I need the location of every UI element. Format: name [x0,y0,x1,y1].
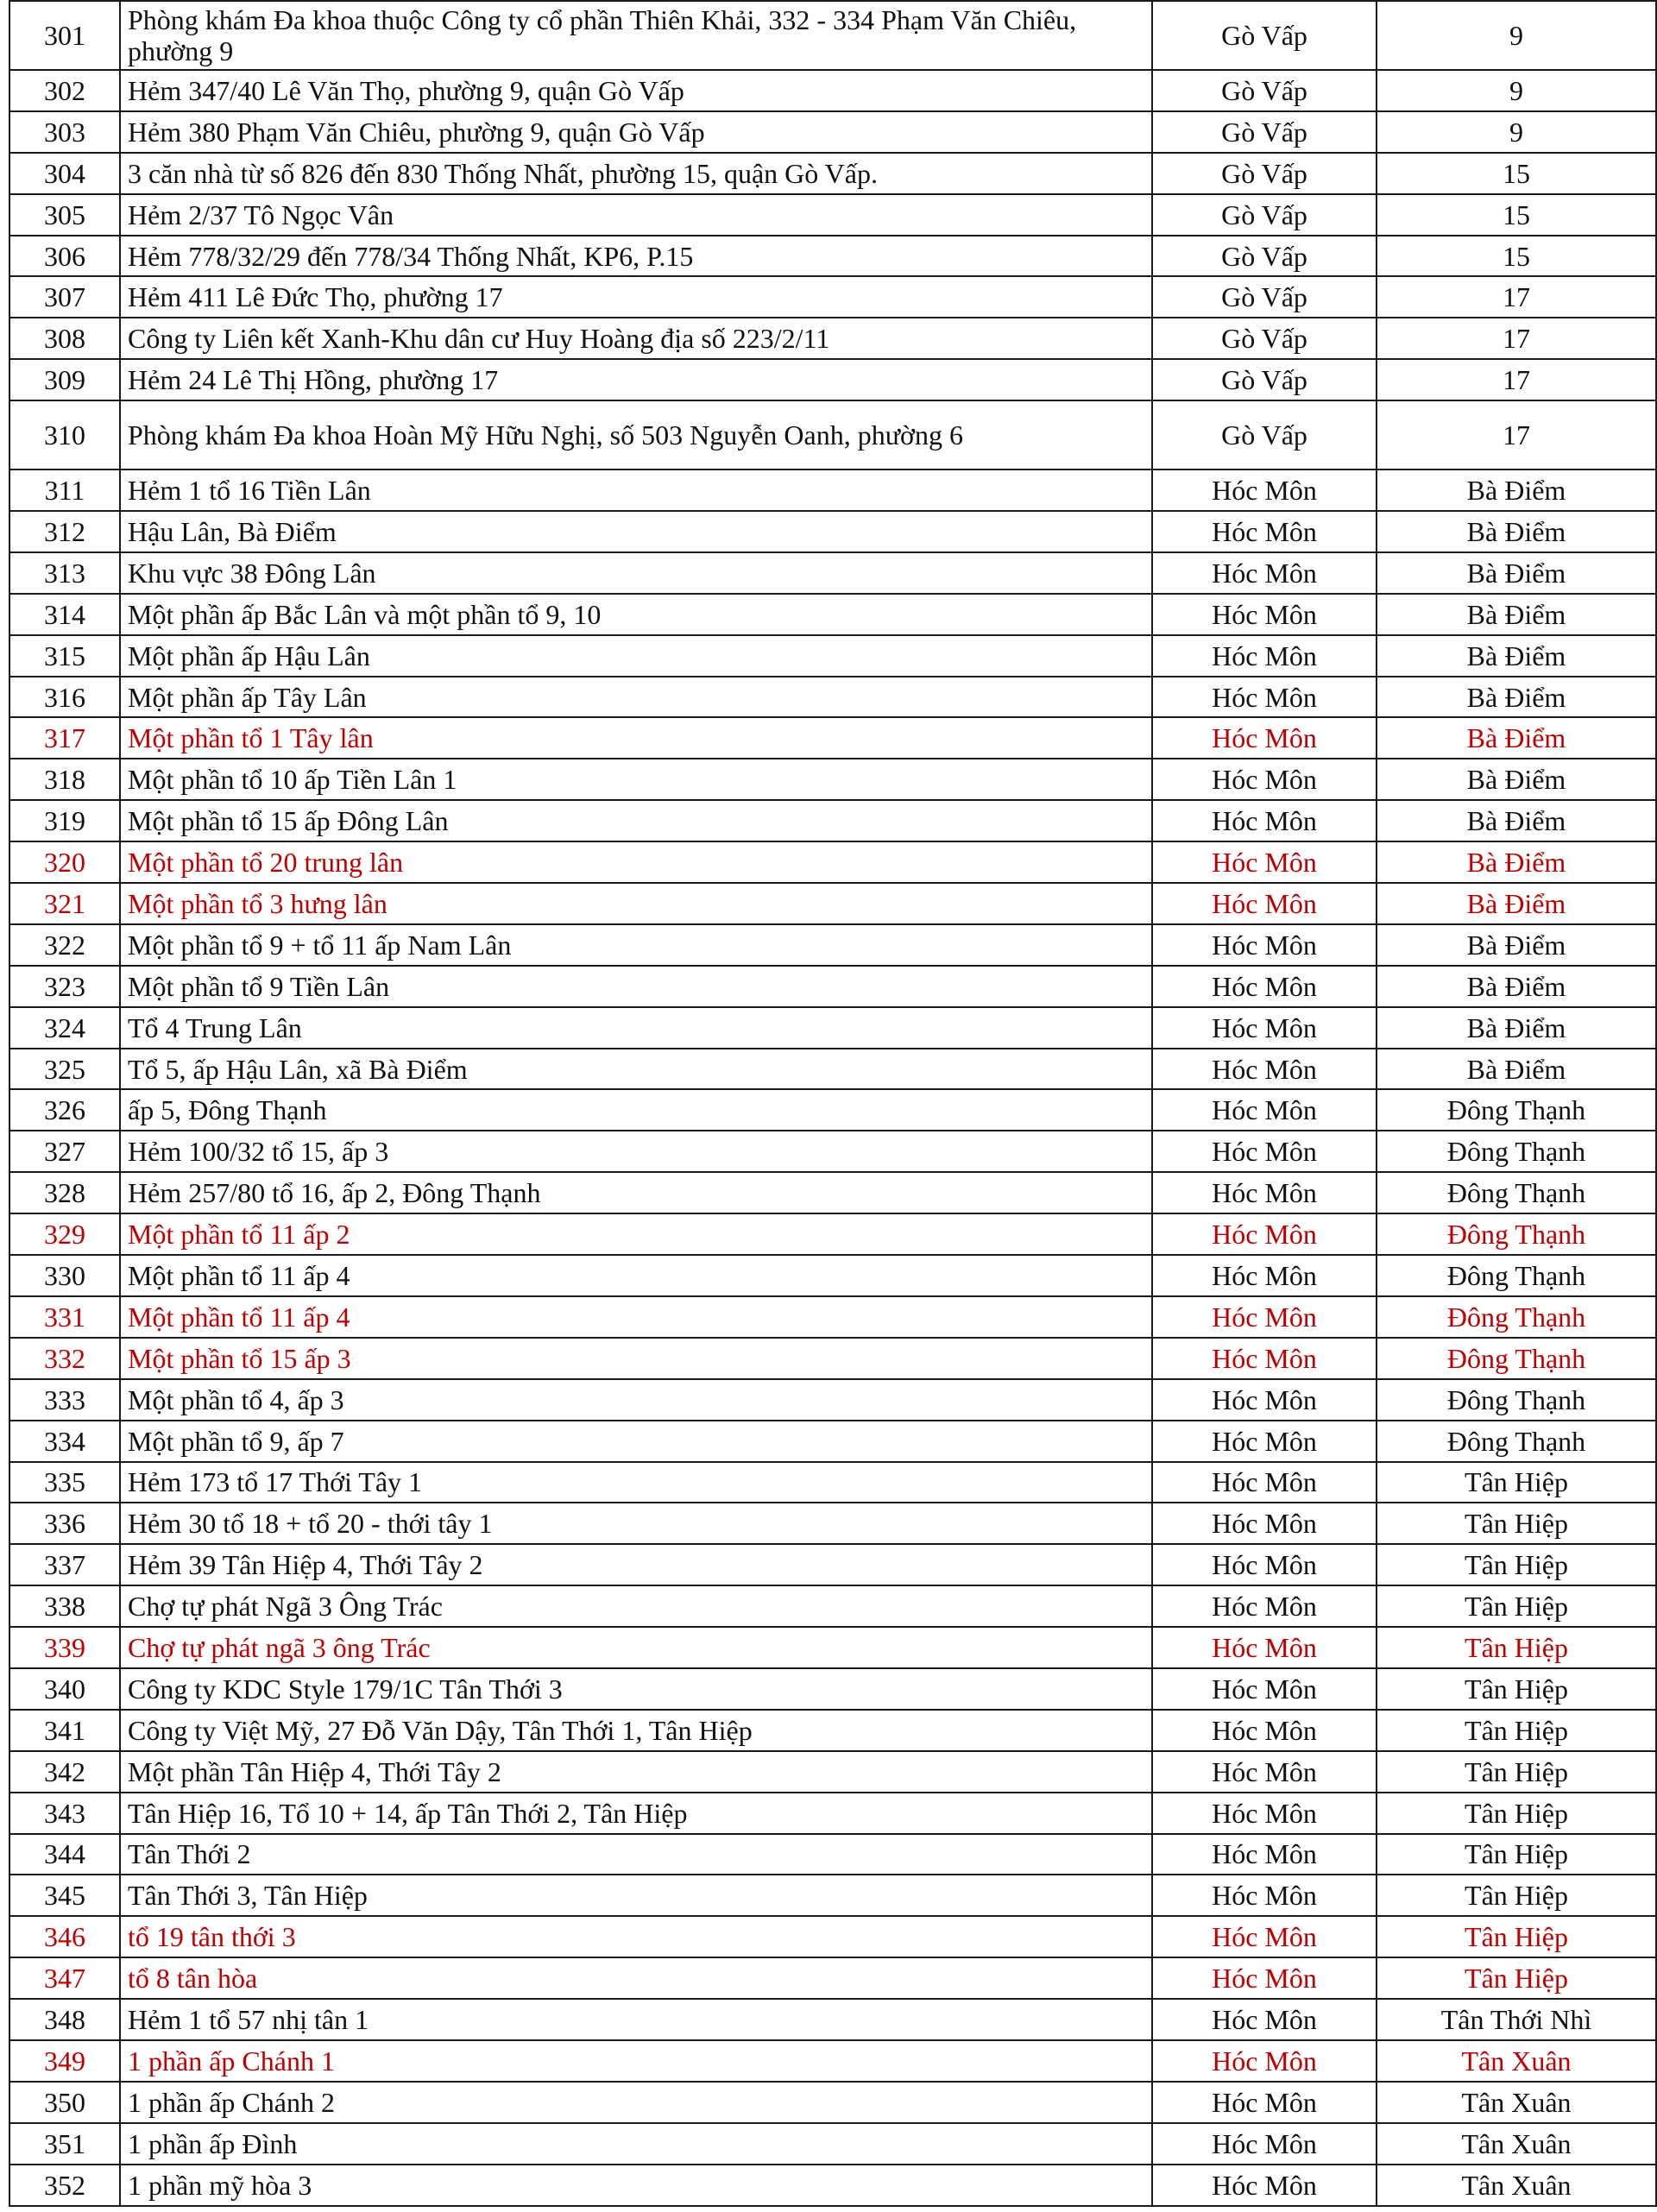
row-number: 325 [9,1049,120,1090]
address-cell: Hẻm 1 tổ 57 nhị tân 1 [120,1999,1152,2040]
ward-cell: 17 [1377,318,1656,359]
table-row [9,2123,1656,2165]
table-row [9,1585,1656,1627]
table-row [9,1793,1656,1834]
ward-cell: Đông Thạnh [1377,1296,1656,1338]
address-cell: Tân Hiệp 16, Tổ 10 + 14, ấp Tân Thới 2, Tân Hiệp [120,1793,1152,1834]
row-number: 306 [9,236,120,277]
ward-cell: Tân Hiệp [1377,1668,1656,1710]
district-cell: Hóc Môn [1152,1338,1377,1379]
table-row [9,1379,1656,1421]
row-number: 348 [9,1999,120,2040]
ward-cell: Bà Điểm [1377,966,1656,1007]
district-cell: Gò Vấp [1152,70,1377,111]
district-cell: Hóc Môn [1152,1585,1377,1627]
district-cell: Hóc Môn [1152,677,1377,718]
row-number: 349 [9,2040,120,2082]
table-row [9,469,1656,511]
ward-cell: Bà Điểm [1377,1007,1656,1049]
address-cell: Hẻm 30 tổ 18 + tổ 20 - thới tây 1 [120,1503,1152,1544]
address-cell: Khu vực 38 Đông Lân [120,552,1152,594]
row-number: 332 [9,1338,120,1379]
address-cell: Một phần tổ 3 hưng lân [120,883,1152,924]
district-cell: Hóc Môn [1152,1089,1377,1131]
address-cell: Hẻm 2/37 Tô Ngọc Vân [120,194,1152,236]
district-cell: Hóc Môn [1152,552,1377,594]
ward-cell: 17 [1377,400,1656,469]
row-number: 301 [9,1,120,70]
district-cell: Hóc Môn [1152,924,1377,966]
district-cell: Hóc Môn [1152,800,1377,841]
address-cell: 3 căn nhà từ số 826 đến 830 Thống Nhất, phường 15, quận Gò Vấp. [120,153,1152,194]
table-row [9,511,1656,552]
district-cell: Hóc Môn [1152,511,1377,552]
address-cell: Một phần ấp Bắc Lân và một phần tổ 9, 10 [120,594,1152,635]
district-cell: Hóc Môn [1152,1172,1377,1213]
district-cell: Hóc Môn [1152,2082,1377,2123]
district-cell: Hóc Môn [1152,1627,1377,1668]
district-cell: Hóc Môn [1152,1751,1377,1793]
ward-cell: 9 [1377,111,1656,153]
address-cell: Hẻm 100/32 tổ 15, ấp 3 [120,1131,1152,1172]
ward-cell: Đông Thạnh [1377,1255,1656,1296]
district-cell: Hóc Môn [1152,1255,1377,1296]
table-row [9,236,1656,277]
ward-cell: Đông Thạnh [1377,1172,1656,1213]
table-row [9,1049,1656,1090]
district-cell: Hóc Môn [1152,635,1377,677]
address-cell: Một phần Tân Hiệp 4, Thới Tây 2 [120,1751,1152,1793]
address-cell: Công ty Liên kết Xanh-Khu dân cư Huy Hoàng địa số 223/2/11 [120,318,1152,359]
address-cell: Hẻm 380 Phạm Văn Chiêu, phường 9, quận Gò Vấp [120,111,1152,153]
table-row [9,2165,1656,2206]
district-cell: Hóc Môn [1152,1131,1377,1172]
district-cell: Hóc Môn [1152,841,1377,883]
row-number: 331 [9,1296,120,1338]
ward-cell: Đông Thạnh [1377,1379,1656,1421]
address-cell: Hậu Lân, Bà Điểm [120,511,1152,552]
ward-cell: Tân Hiệp [1377,1751,1656,1793]
address-cell: Một phần tổ 15 ấp Đông Lân [120,800,1152,841]
district-cell: Hóc Môn [1152,966,1377,1007]
row-number: 310 [9,400,120,469]
row-number: 302 [9,70,120,111]
table-row [9,1172,1656,1213]
row-number: 352 [9,2165,120,2206]
ward-cell: Bà Điểm [1377,594,1656,635]
row-number: 344 [9,1834,120,1875]
table-row [9,1999,1656,2040]
table-row [9,924,1656,966]
row-number: 308 [9,318,120,359]
table-row [9,594,1656,635]
address-cell: 1 phần ấp Chánh 1 [120,2040,1152,2082]
ward-cell: Tân Hiệp [1377,1834,1656,1875]
table-row [9,2082,1656,2123]
row-number: 313 [9,552,120,594]
district-cell: Hóc Môn [1152,1213,1377,1255]
ward-cell: Bà Điểm [1377,469,1656,511]
district-cell: Gò Vấp [1152,194,1377,236]
row-number: 343 [9,1793,120,1834]
ward-cell: Tân Hiệp [1377,1503,1656,1544]
table-row [9,1255,1656,1296]
row-number: 338 [9,1585,120,1627]
ward-cell: Tân Hiệp [1377,1627,1656,1668]
district-cell: Hóc Môn [1152,1544,1377,1585]
district-cell: Hóc Môn [1152,1379,1377,1421]
table-row [9,1462,1656,1503]
row-number: 324 [9,1007,120,1049]
ward-cell: Tân Hiệp [1377,1544,1656,1585]
table-row [9,1544,1656,1585]
table-row [9,194,1656,236]
ward-cell: Tân Xuân [1377,2165,1656,2206]
row-number: 327 [9,1131,120,1172]
address-cell: Tân Thới 2 [120,1834,1152,1875]
address-cell: Một phần tổ 4, ấp 3 [120,1379,1152,1421]
ward-cell: 17 [1377,359,1656,400]
address-cell: Một phần ấp Hậu Lân [120,635,1152,677]
row-number: 318 [9,759,120,800]
ward-cell: Đông Thạnh [1377,1421,1656,1462]
row-number: 317 [9,717,120,759]
table-row [9,1131,1656,1172]
ward-cell: Bà Điểm [1377,924,1656,966]
address-cell: tổ 19 tân thới 3 [120,1916,1152,1957]
ward-cell: 15 [1377,236,1656,277]
ward-cell: Tân Hiệp [1377,1957,1656,1999]
address-cell: Phòng khám Đa khoa Hoàn Mỹ Hữu Nghị, số 503 Nguyễn Oanh, phường 6 [120,400,1152,469]
address-cell: Một phần tổ 11 ấp 2 [120,1213,1152,1255]
address-cell: Hẻm 411 Lê Đức Thọ, phường 17 [120,276,1152,318]
ward-cell: Tân Xuân [1377,2082,1656,2123]
location-table [9,0,1657,2207]
table-row [9,276,1656,318]
address-cell: Hẻm 1 tổ 16 Tiền Lân [120,469,1152,511]
ward-cell: Bà Điểm [1377,759,1656,800]
ward-cell: Đông Thạnh [1377,1213,1656,1255]
table-body [9,1,1656,2206]
address-cell: Một phần ấp Tây Lân [120,677,1152,718]
row-number: 319 [9,800,120,841]
table-row [9,1503,1656,1544]
row-number: 314 [9,594,120,635]
address-cell: ấp 5, Đông Thạnh [120,1089,1152,1131]
table-row [9,1213,1656,1255]
address-cell: 1 phần mỹ hòa 3 [120,2165,1152,2206]
ward-cell: Tân Xuân [1377,2040,1656,2082]
table-row [9,1916,1656,1957]
table-row [9,1751,1656,1793]
district-cell: Hóc Môn [1152,1916,1377,1957]
row-number: 311 [9,469,120,511]
district-cell: Gò Vấp [1152,276,1377,318]
district-cell: Hóc Môn [1152,1668,1377,1710]
district-cell: Gò Vấp [1152,318,1377,359]
table-row [9,318,1656,359]
table-row [9,1421,1656,1462]
district-cell: Hóc Môn [1152,1503,1377,1544]
row-number: 340 [9,1668,120,1710]
district-cell: Gò Vấp [1152,236,1377,277]
ward-cell: Tân Hiệp [1377,1462,1656,1503]
ward-cell: Tân Thới Nhì [1377,1999,1656,2040]
row-number: 326 [9,1089,120,1131]
table-row [9,400,1656,469]
table-row [9,677,1656,718]
district-cell: Hóc Môn [1152,2165,1377,2206]
district-cell: Hóc Môn [1152,1462,1377,1503]
row-number: 330 [9,1255,120,1296]
row-number: 307 [9,276,120,318]
table-row [9,70,1656,111]
row-number: 316 [9,677,120,718]
table-row [9,359,1656,400]
address-cell: 1 phần ấp Đình [120,2123,1152,2165]
ward-cell: Bà Điểm [1377,1049,1656,1090]
table-row [9,1875,1656,1916]
address-cell: Phòng khám Đa khoa thuộc Công ty cổ phần Thiên Khải, 332 - 334 Phạm Văn Chiêu, phường 9 [120,1,1152,70]
ward-cell: Tân Hiệp [1377,1585,1656,1627]
row-number: 303 [9,111,120,153]
ward-cell: Tân Hiệp [1377,1710,1656,1751]
ward-cell: 15 [1377,153,1656,194]
address-cell: Hẻm 173 tổ 17 Thới Tây 1 [120,1462,1152,1503]
address-cell: Một phần tổ 11 ấp 4 [120,1296,1152,1338]
ward-cell: Bà Điểm [1377,552,1656,594]
address-cell: Hẻm 24 Lê Thị Hồng, phường 17 [120,359,1152,400]
district-cell: Hóc Môn [1152,594,1377,635]
district-cell: Hóc Môn [1152,1793,1377,1834]
district-cell: Hóc Môn [1152,1049,1377,1090]
district-cell: Gò Vấp [1152,359,1377,400]
table-row [9,552,1656,594]
district-cell: Hóc Môn [1152,2040,1377,2082]
table-row [9,1627,1656,1668]
ward-cell: Bà Điểm [1377,800,1656,841]
row-number: 350 [9,2082,120,2123]
address-cell: Hẻm 257/80 tổ 16, ấp 2, Đông Thạnh [120,1172,1152,1213]
table-row [9,1957,1656,1999]
table-row [9,1338,1656,1379]
table-row [9,2040,1656,2082]
address-cell: Công ty KDC Style 179/1C Tân Thới 3 [120,1668,1152,1710]
row-number: 323 [9,966,120,1007]
row-number: 339 [9,1627,120,1668]
row-number: 347 [9,1957,120,1999]
row-number: 341 [9,1710,120,1751]
address-cell: Chợ tự phát Ngã 3 Ông Trác [120,1585,1152,1627]
address-cell: 1 phần ấp Chánh 2 [120,2082,1152,2123]
table-row [9,1668,1656,1710]
ward-cell: Bà Điểm [1377,717,1656,759]
table-row [9,1296,1656,1338]
district-cell: Hóc Môn [1152,469,1377,511]
ward-cell: Tân Hiệp [1377,1875,1656,1916]
row-number: 345 [9,1875,120,1916]
ward-cell: Đông Thạnh [1377,1089,1656,1131]
address-cell: Một phần tổ 10 ấp Tiền Lân 1 [120,759,1152,800]
address-cell: Tổ 5, ấp Hậu Lân, xã Bà Điểm [120,1049,1152,1090]
address-cell: Tân Thới 3, Tân Hiệp [120,1875,1152,1916]
row-number: 329 [9,1213,120,1255]
row-number: 336 [9,1503,120,1544]
table-row [9,111,1656,153]
table-row [9,1,1656,70]
row-number: 337 [9,1544,120,1585]
district-cell: Hóc Môn [1152,883,1377,924]
row-number: 346 [9,1916,120,1957]
row-number: 312 [9,511,120,552]
address-cell: Hẻm 347/40 Lê Văn Thọ, phường 9, quận Gò Vấp [120,70,1152,111]
address-cell: Một phần tổ 1 Tây lân [120,717,1152,759]
district-cell: Hóc Môn [1152,759,1377,800]
row-number: 315 [9,635,120,677]
ward-cell: Tân Xuân [1377,2123,1656,2165]
row-number: 322 [9,924,120,966]
ward-cell: 9 [1377,1,1656,70]
table-row [9,883,1656,924]
address-cell: Một phần tổ 9 + tổ 11 ấp Nam Lân [120,924,1152,966]
address-cell: Hẻm 778/32/29 đến 778/34 Thống Nhất, KP6, P.15 [120,236,1152,277]
district-cell: Gò Vấp [1152,153,1377,194]
table-row [9,1710,1656,1751]
district-cell: Gò Vấp [1152,111,1377,153]
ward-cell: Tân Hiệp [1377,1793,1656,1834]
ward-cell: Tân Hiệp [1377,1916,1656,1957]
address-cell: Chợ tự phát ngã 3 ông Trác [120,1627,1152,1668]
ward-cell: Bà Điểm [1377,511,1656,552]
district-cell: Hóc Môn [1152,1999,1377,2040]
ward-cell: Đông Thạnh [1377,1131,1656,1172]
row-number: 304 [9,153,120,194]
ward-cell: Đông Thạnh [1377,1338,1656,1379]
district-cell: Hóc Môn [1152,1957,1377,1999]
table-row [9,153,1656,194]
row-number: 333 [9,1379,120,1421]
table-row [9,635,1656,677]
row-number: 305 [9,194,120,236]
row-number: 321 [9,883,120,924]
address-cell: Một phần tổ 9 Tiền Lân [120,966,1152,1007]
table-row [9,1089,1656,1131]
district-cell: Hóc Môn [1152,1296,1377,1338]
row-number: 335 [9,1462,120,1503]
row-number: 309 [9,359,120,400]
table-row [9,1834,1656,1875]
address-cell: Một phần tổ 20 trung lân [120,841,1152,883]
row-number: 334 [9,1421,120,1462]
table-row [9,966,1656,1007]
ward-cell: Bà Điểm [1377,841,1656,883]
row-number: 320 [9,841,120,883]
address-cell: Công ty Việt Mỹ, 27 Đỗ Văn Dậy, Tân Thới 1, Tân Hiệp [120,1710,1152,1751]
table-row [9,759,1656,800]
district-cell: Gò Vấp [1152,400,1377,469]
district-cell: Hóc Môn [1152,1421,1377,1462]
address-cell: Một phần tổ 9, ấp 7 [120,1421,1152,1462]
district-cell: Hóc Môn [1152,1007,1377,1049]
district-cell: Hóc Môn [1152,1710,1377,1751]
table-row [9,841,1656,883]
table-row [9,800,1656,841]
address-cell: Một phần tổ 11 ấp 4 [120,1255,1152,1296]
ward-cell: 9 [1377,70,1656,111]
district-cell: Hóc Môn [1152,1875,1377,1916]
ward-cell: 17 [1377,276,1656,318]
row-number: 342 [9,1751,120,1793]
address-cell: Tổ 4 Trung Lân [120,1007,1152,1049]
row-number: 351 [9,2123,120,2165]
address-cell: tổ 8 tân hòa [120,1957,1152,1999]
table-row [9,717,1656,759]
table-row [9,1007,1656,1049]
district-cell: Hóc Môn [1152,717,1377,759]
address-cell: Một phần tổ 15 ấp 3 [120,1338,1152,1379]
ward-cell: Bà Điểm [1377,677,1656,718]
ward-cell: Bà Điểm [1377,883,1656,924]
ward-cell: Bà Điểm [1377,635,1656,677]
district-cell: Hóc Môn [1152,1834,1377,1875]
district-cell: Gò Vấp [1152,1,1377,70]
district-cell: Hóc Môn [1152,2123,1377,2165]
address-cell: Hẻm 39 Tân Hiệp 4, Thới Tây 2 [120,1544,1152,1585]
ward-cell: 15 [1377,194,1656,236]
row-number: 328 [9,1172,120,1213]
